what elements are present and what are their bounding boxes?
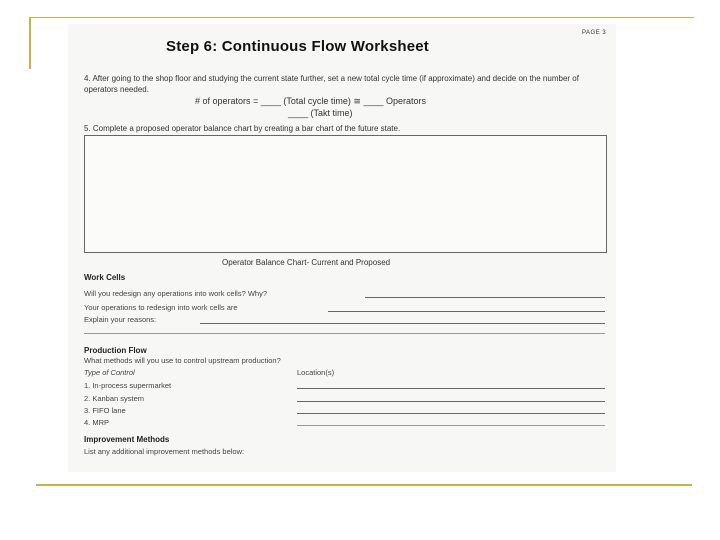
location-header: Location(s): [297, 368, 335, 377]
chart-caption: Operator Balance Chart- Current and Proposed: [222, 258, 391, 267]
work-cells-question-3: Explain your reasons:: [84, 315, 157, 324]
formula-approx: ≅: [353, 96, 361, 106]
improvement-methods-heading: Improvement Methods: [84, 435, 170, 444]
work-cells-heading: Work Cells: [84, 273, 126, 282]
work-cells-question-2: Your operations to redesign into work cells are: [84, 303, 238, 312]
formula-blank-3: ____: [288, 108, 309, 118]
improvement-question: List any additional improvement methods below:: [84, 447, 245, 456]
formula-line: [195, 96, 426, 107]
formula-lhs: # of operators =: [195, 96, 259, 106]
production-flow-heading: Production Flow: [84, 346, 147, 355]
question-5: 5. Complete a proposed operator balance chart by creating a bar chart of the future state.: [84, 124, 401, 133]
production-flow-question: What methods will you use to control upstream production?: [84, 356, 281, 365]
answer-line: [365, 297, 605, 298]
slide-left-rule: [29, 17, 31, 69]
answer-line: [297, 425, 605, 426]
work-cells-question-1: Will you redesign any operations into work cells? Why?: [84, 289, 267, 298]
slide-bottom-rule: [36, 484, 692, 486]
page-title: Step 6: Continuous Flow Worksheet: [166, 38, 429, 55]
formula-denominator-line: [288, 108, 353, 118]
formula-blank-2: ____: [363, 96, 384, 106]
slide-top-rule: [29, 17, 694, 18]
balance-chart-area: [84, 135, 607, 253]
answer-line: [328, 311, 605, 312]
question-4: 4. After going to the shop floor and studying the current state further, set a new total cycle time (if approximate) and decide on the number of operators needed.: [84, 74, 579, 94]
formula-blank-1: ____: [260, 96, 281, 106]
answer-line: [297, 401, 605, 402]
control-item-4: 4. MRP: [84, 418, 110, 427]
answer-line: [84, 333, 605, 334]
control-item-3: 3. FIFO lane: [84, 406, 126, 415]
answer-line: [297, 388, 605, 389]
answer-line: [297, 413, 605, 414]
control-item-2: 2. Kanban system: [84, 394, 145, 403]
formula-result: Operators: [386, 96, 427, 106]
answer-line: [200, 323, 605, 324]
page-label: PAGE 3: [582, 30, 607, 36]
control-item-1: 1. In-process supermarket: [84, 381, 172, 390]
type-of-control-header: Type of Control: [84, 368, 135, 377]
formula-denominator: (Takt time): [310, 108, 353, 118]
formula-numerator: (Total cycle time): [283, 96, 351, 106]
